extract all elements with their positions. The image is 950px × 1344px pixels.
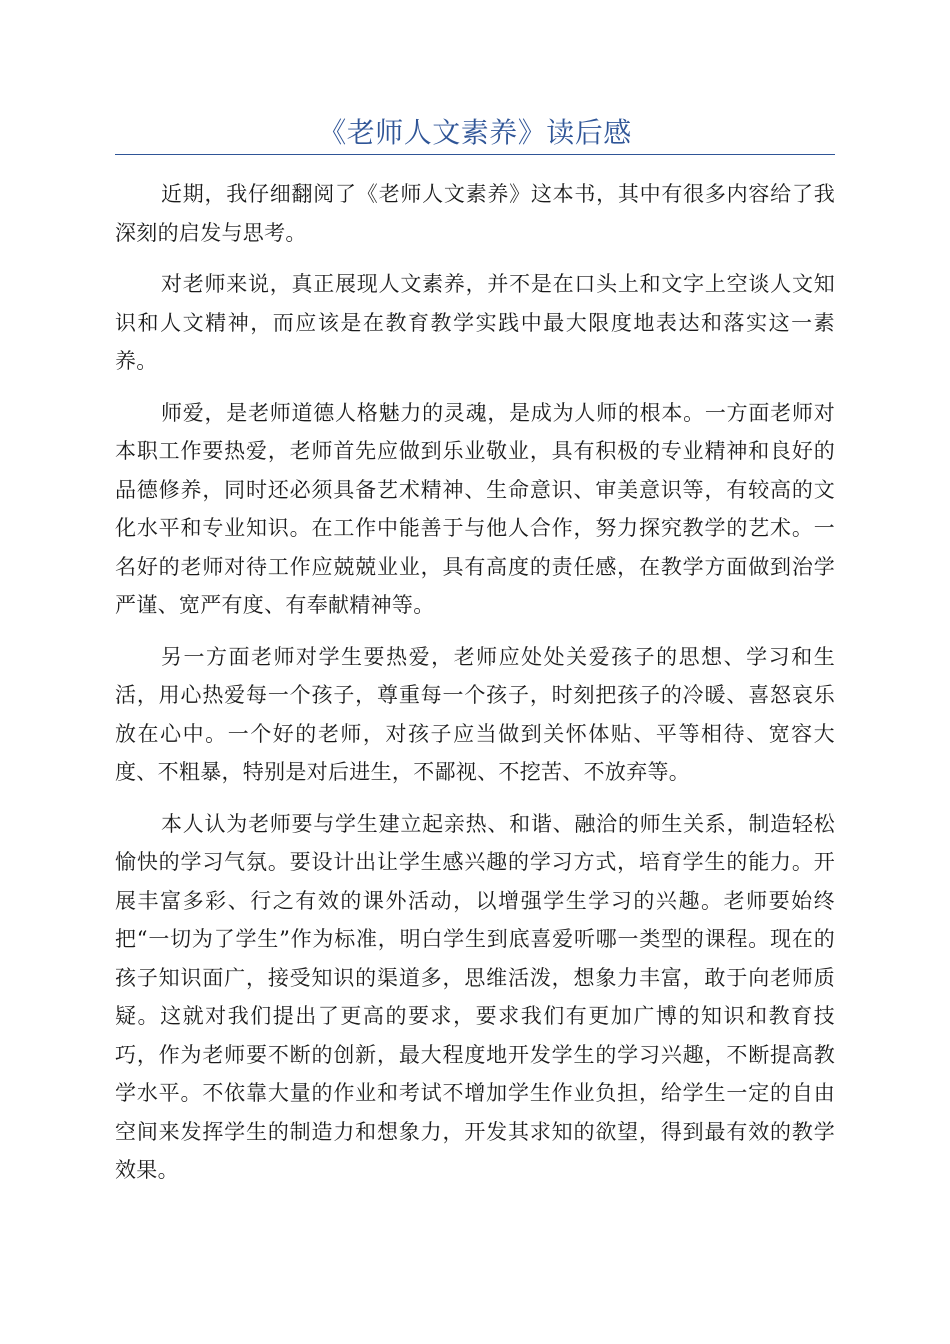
paragraph-3: 师爱，是老师道德人格魅力的灵魂，是成为人师的根本。一方面老师对本职工作要热爱，老师首先应做到乐业敬业，具有积极的专业精神和良好的品德修养，同时还必须具备艺术精神、生命意识、审美意识等，有较高的文化水平和专业知识。在工作中能善于与他人合作，努力探究教学的艺术。一名好的老师对待工作应兢兢业业，具有高度的责任感，在教学方面做到治学严谨、宽严有度、有奉献精神等。 xyxy=(115,400,835,617)
paragraph-5: 本人认为老师要与学生建立起亲热、和谐、融洽的师生关系，制造轻松愉快的学习气氛。要设计出让学生感兴趣的学习方式，培育学生的能力。开展丰富多彩、行之有效的课外活动，以增强学生学习的兴趣。老师要始终把“一切为了学生”作为标准，明白学生到底喜爱听哪一类型的课程。现在的孩子知识面广，接受知识的渠道多，思维活泼，想象力丰富，敢于向老师质疑。这就对我们提出了更高的要求，要求我们有更加广博的知识和教育技巧，作为老师要不断的创新，最大程度地开发学生的学习兴趣，不断提高教学水平。不依靠大量的作业和考试不增加学生作业负担，给学生一定的自由空间来发挥学生的制造力和想象力，开发其求知的欲望，得到最有效的教学效果。 xyxy=(115,811,835,1182)
paragraph-2: 对老师来说，真正展现人文素养，并不是在口头上和文字上空谈人文知识和人文精神，而应该是在教育教学实践中最大限度地表达和落实这一素养。 xyxy=(115,272,835,373)
paragraph-1: 近期，我仔细翻阅了《老师人文素养》这本书，其中有很多内容给了我深刻的启发与思考。 xyxy=(115,182,835,245)
document-body xyxy=(115,175,835,1203)
paragraph-4: 另一方面老师对学生要热爱，老师应处处关爱孩子的思想、学习和生活，用心热爱每一个孩子，尊重每一个孩子，时刻把孩子的冷暖、喜怒哀乐放在心中。一个好的老师，对孩子应当做到关怀体贴、平等相待、宽容大度、不粗暴，特别是对后进生，不鄙视、不挖苦、不放弃等。 xyxy=(115,644,835,784)
title-underline xyxy=(115,154,835,155)
document-title: 《老师人文素养》读后感 xyxy=(318,116,632,149)
